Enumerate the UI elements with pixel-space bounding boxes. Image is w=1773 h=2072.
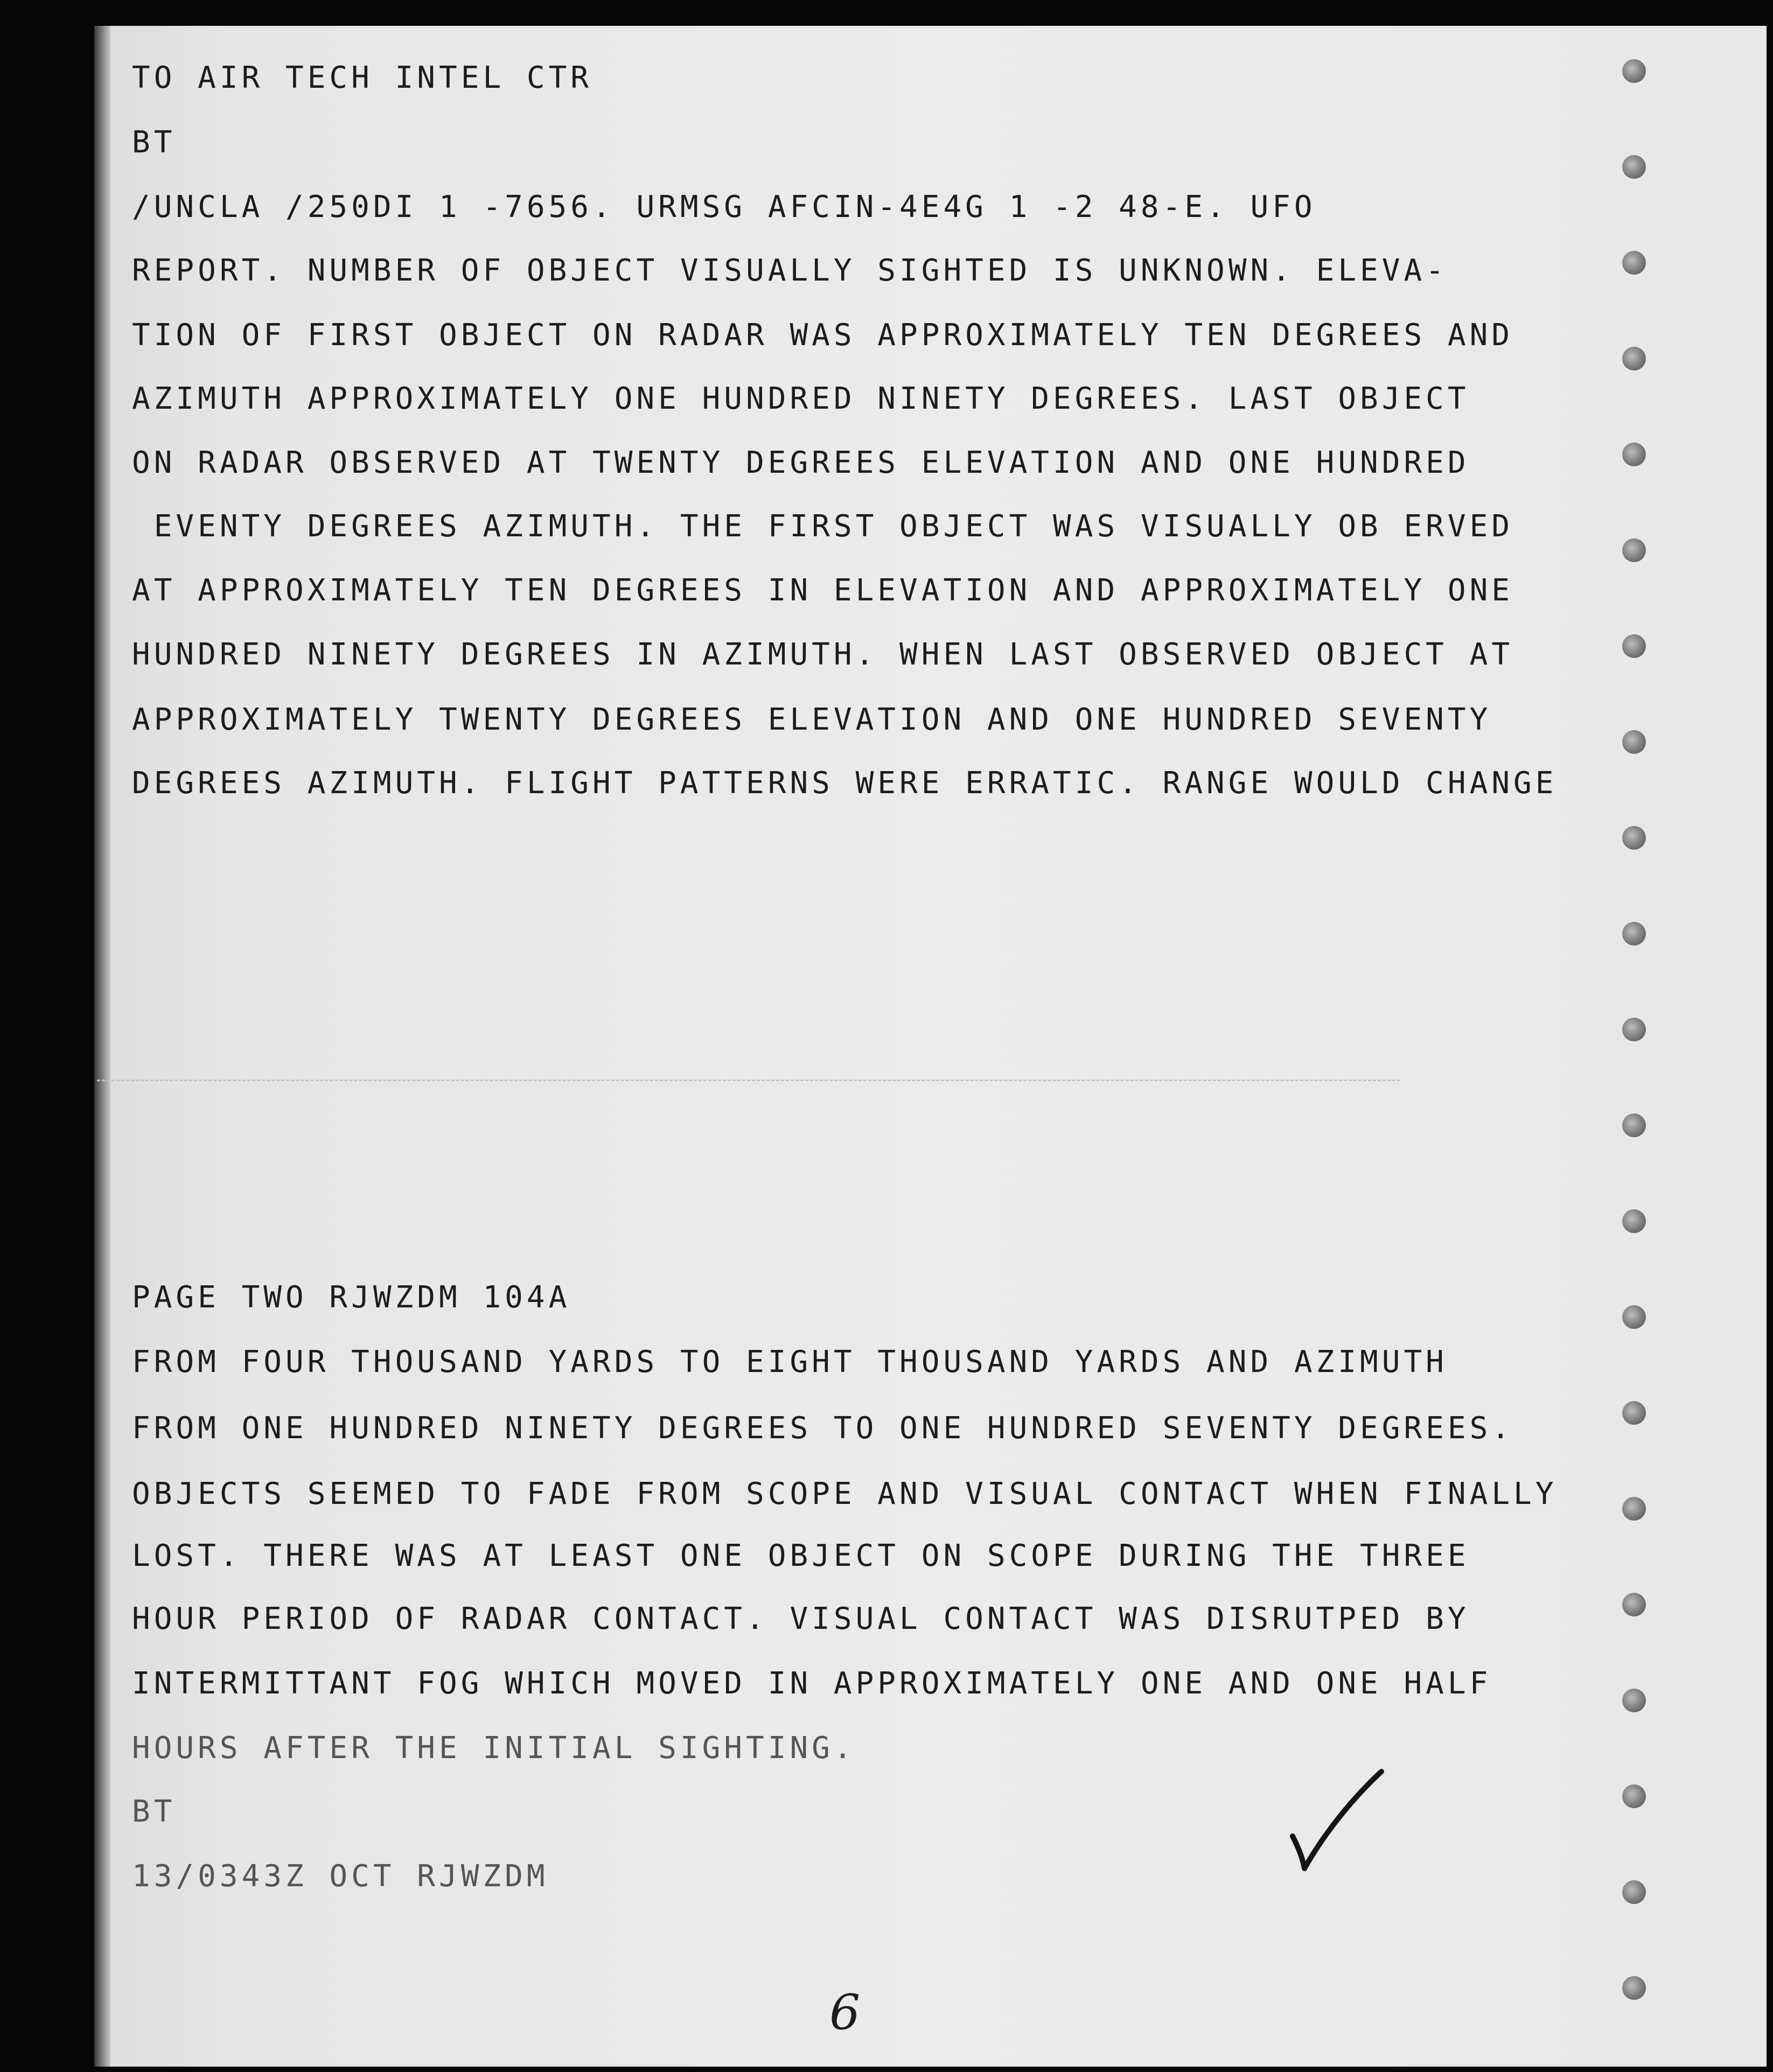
to-line: TO AIR TECH INTEL CTR [132,60,593,95]
body-line: TION OF FIRST OBJECT ON RADAR WAS APPROXIMATELY TEN DEGREES AND [132,318,1514,353]
feed-hole [1622,1784,1646,1808]
body-line: ON RADAR OBSERVED AT TWENTY DEGREES ELEVATION AND ONE HUNDRED [132,445,1470,480]
body-line: AZIMUTH APPROXIMATELY ONE HUNDRED NINETY DEGREES. LAST OBJECT [132,381,1470,416]
feed-hole [1622,1018,1646,1041]
feed-hole [1622,1305,1646,1329]
feed-hole [1622,1689,1646,1712]
feed-hole [1622,922,1646,946]
body-line: /UNCLA /250DI 1 -7656. URMSG AFCIN-4E4G 1 -2 48-E. UFO [132,190,1316,225]
handwritten-checkmark-icon [1282,1761,1400,1879]
feed-hole [1622,1114,1646,1137]
body-line: APPROXIMATELY TWENTY DEGREES ELEVATION AND ONE HUNDRED SEVENTY [132,702,1492,737]
page-two-line: OBJECTS SEEMED TO FADE FROM SCOPE AND VISUAL CONTACT WHEN FINALLY [132,1476,1558,1511]
body-line: EVENTY DEGREES AZIMUTH. THE FIRST OBJECT WAS VISUALLY OB ERVED [132,509,1514,544]
feed-hole [1622,1401,1646,1425]
feed-hole [1622,1976,1646,2000]
feed-hole [1622,1497,1646,1521]
feed-hole [1622,538,1646,562]
body-line: DEGREES AZIMUTH. FLIGHT PATTERNS WERE ERRATIC. RANGE WOULD CHANGE [132,766,1558,801]
feed-hole [1622,1209,1646,1233]
body-line: HUNDRED NINETY DEGREES IN AZIMUTH. WHEN LAST OBSERVED OBJECT AT [132,637,1514,672]
bt-open: BT [132,125,176,160]
feed-hole [1622,251,1646,275]
handwritten-page-number: 6 [829,1984,861,2041]
feed-hole [1622,634,1646,658]
paper-edge-shadow [94,26,110,2067]
feed-hole [1622,347,1646,370]
feed-hole [1622,1880,1646,1904]
paper-fold-line [97,1080,1400,1083]
bt-close: BT [132,1794,176,1829]
page-two-line: FROM ONE HUNDRED NINETY DEGREES TO ONE HUNDRED SEVENTY DEGREES. [132,1411,1514,1446]
page-two-line: LOST. THERE WAS AT LEAST ONE OBJECT ON SCOPE DURING THE THREE [132,1538,1470,1573]
body-line: REPORT. NUMBER OF OBJECT VISUALLY SIGHTED IS UNKNOWN. ELEVA- [132,253,1448,288]
feed-hole [1622,730,1646,754]
feed-hole [1622,443,1646,466]
page-two-line: FROM FOUR THOUSAND YARDS TO EIGHT THOUSAND YARDS AND AZIMUTH [132,1345,1448,1380]
page-two-line: HOUR PERIOD OF RADAR CONTACT. VISUAL CONTACT WAS DISRUTPED BY [132,1601,1470,1636]
feed-hole [1622,1593,1646,1616]
feed-hole [1622,155,1646,179]
date-time-group: 13/0343Z OCT RJWZDM [132,1859,549,1894]
feed-hole [1622,59,1646,83]
tractor-feed-holes [1622,59,1655,2052]
page-two-heading: PAGE TWO RJWZDM 104A [132,1280,571,1315]
body-line: AT APPROXIMATELY TEN DEGREES IN ELEVATION AND APPROXIMATELY ONE [132,573,1514,608]
feed-hole [1622,826,1646,850]
message-text [132,0,1558,1894]
page-two-line: INTERMITTANT FOG WHICH MOVED IN APPROXIMATELY ONE AND ONE HALF [132,1666,1492,1701]
page-two-line: HOURS AFTER THE INITIAL SIGHTING. [132,1731,856,1766]
